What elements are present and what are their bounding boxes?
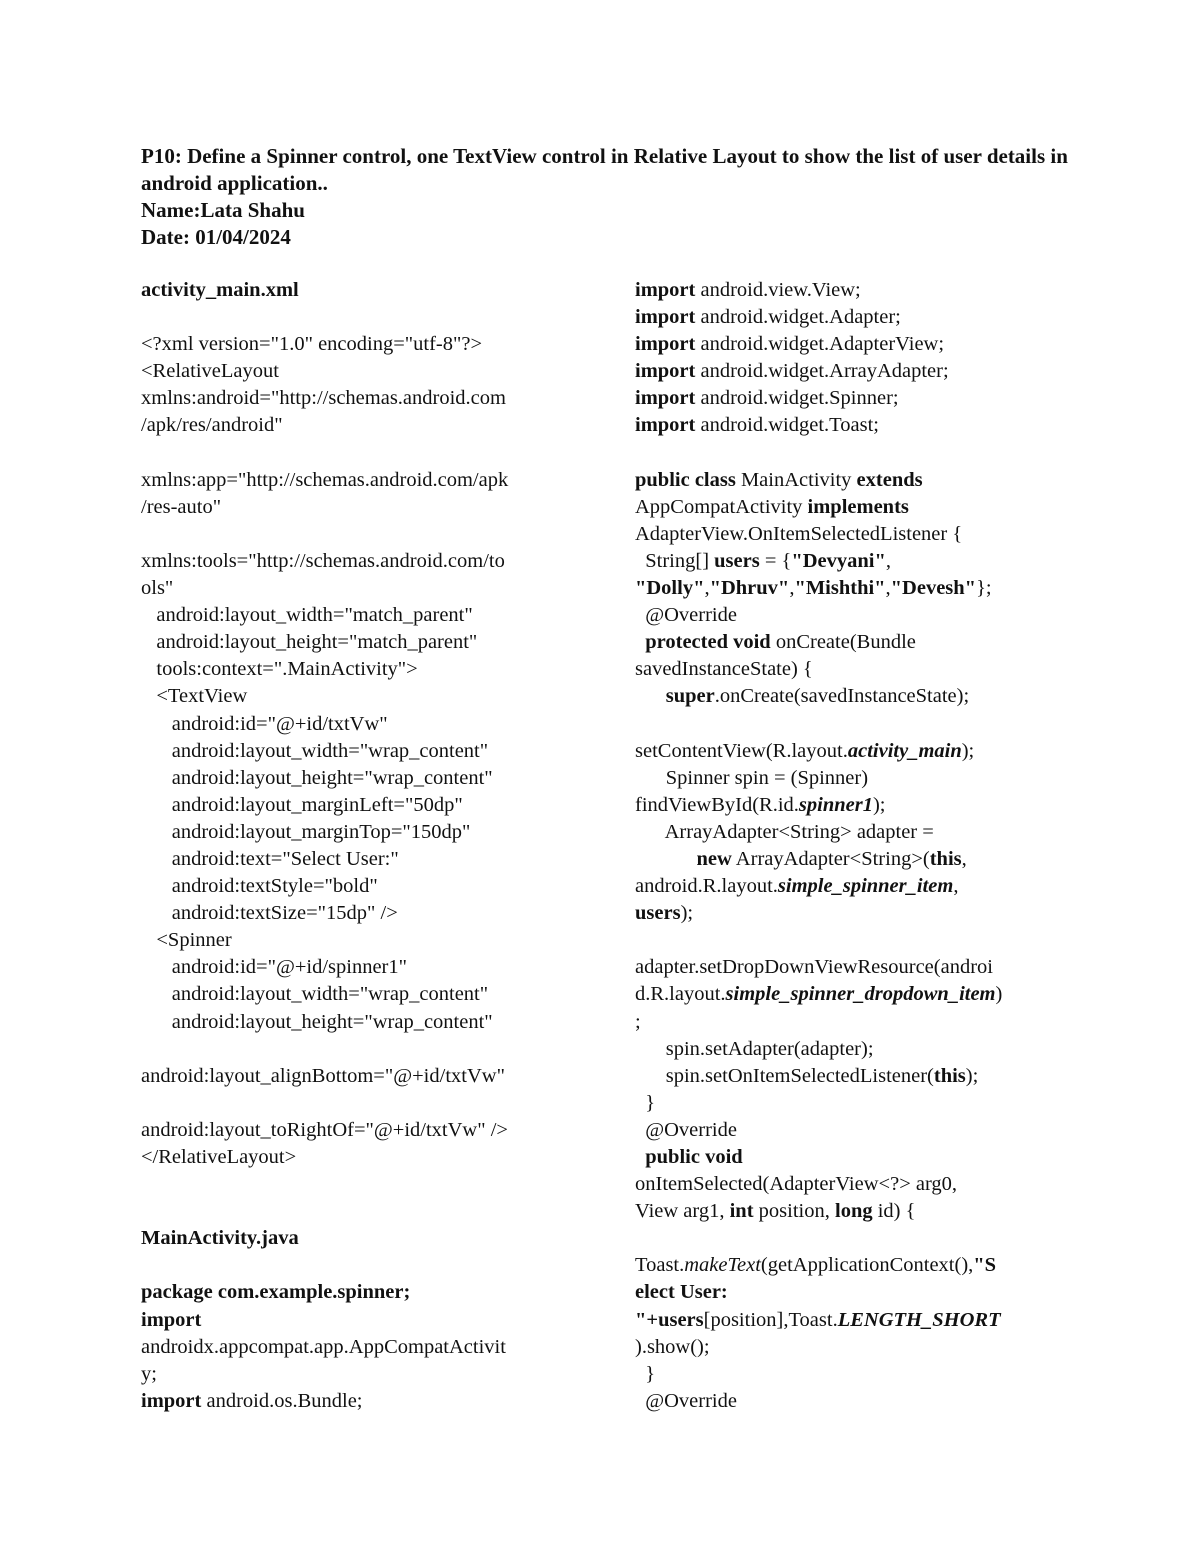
code-token: MainActivity — [735, 468, 857, 491]
code-line — [141, 738, 571, 765]
code-line — [141, 602, 571, 629]
code-token: activity_main — [847, 739, 962, 762]
code-token: </RelativeLayout> — [141, 1146, 297, 1168]
code-token: protected void — [645, 631, 771, 654]
code-line — [141, 792, 571, 819]
code-token: super — [665, 685, 715, 708]
code-token: ); — [680, 902, 694, 925]
code-line — [141, 1198, 571, 1225]
code-token: long — [835, 1200, 873, 1223]
code-line — [635, 1361, 1065, 1388]
code-line — [141, 1144, 571, 1171]
code-token: /apk/res/android" — [141, 414, 283, 437]
code-token: android.widget.Spinner; — [695, 387, 899, 410]
code-token: this — [933, 1064, 966, 1087]
code-line — [635, 1334, 1065, 1361]
code-line — [635, 1171, 1065, 1198]
code-token: "S — [973, 1254, 997, 1277]
code-line — [635, 738, 1065, 765]
code-line — [141, 873, 571, 900]
code-token: String[] — [635, 549, 715, 572]
code-line — [635, 521, 1065, 548]
code-token: adapter.setDropDownViewResource(androi — [635, 956, 993, 979]
code-token: extends — [856, 468, 923, 491]
code-token: activity_main.xml — [141, 279, 299, 301]
code-line — [141, 1063, 571, 1090]
code-line — [141, 440, 571, 467]
code-line — [635, 683, 1065, 710]
code-token: findViewById(R.id. — [635, 793, 799, 816]
code-line — [141, 711, 571, 738]
code-token: package com.example.spinner; — [141, 1281, 411, 1304]
code-token: d.R.layout. — [635, 983, 726, 1006]
code-token: id) { — [872, 1200, 916, 1223]
code-token: , — [789, 577, 795, 600]
code-token: position, — [753, 1200, 835, 1223]
code-token: elect User: — [635, 1281, 728, 1304]
code-token: "Devyani" — [791, 549, 886, 572]
code-token: xmlns:android="http://schemas.android.com — [141, 387, 506, 410]
code-line — [141, 304, 571, 331]
code-token: android:text="Select User:" — [141, 847, 399, 870]
code-token: }; — [976, 577, 992, 600]
code-line — [141, 1252, 571, 1279]
code-token: "Mishthi" — [794, 577, 886, 600]
code-line — [141, 385, 571, 412]
code-token: android:layout_height="match_parent" — [141, 631, 478, 654]
code-token: } — [635, 1362, 656, 1385]
code-line — [635, 1198, 1065, 1225]
code-token: import — [635, 333, 696, 356]
code-line — [635, 954, 1065, 981]
code-token: int — [729, 1200, 754, 1223]
code-token: ).show(); — [635, 1335, 710, 1358]
code-token: AdapterView.OnItemSelectedListener { — [635, 522, 963, 545]
code-token: ArrayAdapter<String>( — [731, 847, 930, 870]
code-token: ols" — [141, 577, 174, 600]
code-token: .onCreate(savedInstanceState); — [714, 685, 970, 708]
code-token: } — [635, 1091, 656, 1114]
code-token: spinner1 — [798, 793, 873, 816]
code-token: android.widget.ArrayAdapter; — [695, 360, 949, 383]
code-token: = { — [759, 549, 792, 572]
document-date: Date: 01/04/2024 — [141, 225, 291, 249]
code-token: android:id="@+id/txtVw" — [141, 712, 388, 735]
code-line — [141, 1117, 571, 1144]
code-line — [635, 440, 1065, 467]
code-line — [141, 846, 571, 873]
code-line — [635, 1117, 1065, 1144]
code-token: this — [929, 847, 962, 870]
code-line — [141, 927, 571, 954]
code-line — [141, 521, 571, 548]
code-token: , — [885, 577, 891, 600]
code-token: Toast. — [635, 1254, 685, 1277]
code-token: onItemSelected(AdapterView<?> arg0, — [635, 1173, 958, 1196]
code-token: android.widget.AdapterView; — [695, 333, 945, 356]
code-line — [635, 927, 1065, 954]
java-code-right-column — [635, 277, 1065, 1415]
code-token: android.widget.Adapter; — [695, 306, 901, 329]
code-token: android:layout_marginTop="150dp" — [141, 820, 471, 843]
code-token: android:layout_width="match_parent" — [141, 604, 473, 627]
code-line — [141, 954, 571, 981]
code-token: import — [635, 360, 696, 383]
code-line — [141, 765, 571, 792]
code-line — [635, 1009, 1065, 1036]
code-line — [141, 1388, 571, 1415]
code-token: android:layout_height="wrap_content" — [141, 1010, 493, 1033]
code-token: android:id="@+id/spinner1" — [141, 956, 407, 979]
code-line — [141, 981, 571, 1008]
code-token: AppCompatActivity — [635, 495, 808, 518]
code-line — [141, 629, 571, 656]
code-line — [635, 900, 1065, 927]
code-token: [position],Toast. — [703, 1308, 838, 1331]
code-line — [635, 873, 1065, 900]
code-token: public void — [645, 1146, 743, 1168]
code-token: makeText — [684, 1254, 761, 1277]
code-line — [141, 331, 571, 358]
code-line — [141, 656, 571, 683]
code-token: /res-auto" — [141, 495, 222, 518]
code-token: android:layout_marginLeft="50dp" — [141, 793, 463, 816]
code-token: <RelativeLayout — [141, 360, 279, 383]
code-line — [635, 819, 1065, 846]
code-line — [635, 981, 1065, 1008]
code-line — [635, 1036, 1065, 1063]
code-line — [635, 1063, 1065, 1090]
code-token: Spinner spin = (Spinner) — [635, 766, 869, 789]
code-token: import — [635, 279, 696, 301]
code-token: MainActivity.java — [141, 1227, 299, 1250]
xml-and-java-code-left-column — [141, 277, 571, 1415]
code-token: android:textStyle="bold" — [141, 875, 378, 898]
code-line — [141, 1090, 571, 1117]
code-line — [635, 1388, 1065, 1415]
code-line — [635, 575, 1065, 602]
code-token: @Override — [635, 1389, 737, 1412]
code-line — [635, 331, 1065, 358]
code-line — [141, 494, 571, 521]
code-line — [141, 548, 571, 575]
code-token: ); — [961, 739, 975, 762]
code-line — [635, 1307, 1065, 1334]
code-token: LENGTH_SHORT — [837, 1308, 1001, 1331]
code-token: tools:context=".MainActivity"> — [141, 658, 418, 681]
code-line — [141, 1279, 571, 1306]
code-line — [141, 900, 571, 927]
code-token: View arg1, — [635, 1200, 730, 1223]
code-token: xmlns:app="http://schemas.android.com/apk — [141, 468, 509, 491]
code-token: import — [141, 1308, 202, 1331]
code-line — [141, 358, 571, 385]
code-token — [635, 1146, 645, 1168]
code-token: ); — [965, 1064, 979, 1087]
code-line — [635, 629, 1065, 656]
document-header — [141, 143, 1071, 251]
code-token: android:layout_alignBottom="@+id/txtVw" — [141, 1064, 505, 1087]
code-token: , — [961, 847, 967, 870]
code-token: androidx.appcompat.app.AppCompatActivit — [141, 1335, 506, 1358]
code-token: @Override — [635, 1118, 737, 1141]
code-line — [635, 1252, 1065, 1279]
code-line — [141, 683, 571, 710]
code-token: spin.setOnItemSelectedListener( — [635, 1064, 934, 1087]
code-line — [141, 1009, 571, 1036]
code-token: , — [953, 875, 959, 898]
code-line — [141, 467, 571, 494]
code-line — [635, 1225, 1065, 1252]
code-token: "Devesh" — [890, 577, 977, 600]
code-line — [635, 765, 1065, 792]
code-line — [635, 277, 1065, 304]
code-token — [635, 685, 666, 707]
code-line — [141, 575, 571, 602]
code-token: "Dhruv" — [709, 577, 790, 600]
code-token: <?xml version="1.0" encoding="utf-8"?> — [141, 333, 483, 356]
code-token: simple_spinner_dropdown_item — [725, 983, 996, 1006]
code-line — [635, 548, 1065, 575]
code-line — [635, 656, 1065, 683]
code-token: "+ — [635, 1308, 659, 1331]
code-token: android.os.Bundle; — [201, 1389, 363, 1412]
code-token: (getApplicationContext(), — [760, 1254, 974, 1277]
code-line — [635, 711, 1065, 738]
code-token: onCreate(Bundle — [770, 631, 916, 654]
code-token: simple_spinner_item — [777, 875, 954, 898]
code-token: users — [658, 1308, 704, 1331]
code-token: ; — [635, 1010, 641, 1033]
code-token: android.widget.Toast; — [695, 414, 879, 437]
code-line — [141, 1225, 571, 1252]
code-token: <TextView — [141, 685, 248, 708]
code-token: , — [885, 549, 892, 572]
code-token: public class — [635, 468, 736, 491]
code-token — [635, 631, 645, 653]
code-token: android.view.View; — [695, 279, 861, 301]
page-title: P10: Define a Spinner control, one TextView control in Relative Layout to show the list of user details in android application.. — [141, 144, 1068, 195]
code-token: android:layout_toRightOf="@+id/txtVw" /> — [141, 1118, 508, 1141]
code-token: spin.setAdapter(adapter); — [635, 1037, 874, 1060]
code-line — [141, 1334, 571, 1361]
code-token: setContentView(R.layout. — [635, 739, 848, 762]
code-line — [141, 1307, 571, 1334]
author-name: Name:Lata Shahu — [141, 198, 305, 222]
code-line — [141, 277, 571, 304]
code-token: android:layout_height="wrap_content" — [141, 766, 493, 789]
code-line — [141, 1036, 571, 1063]
code-line — [635, 304, 1065, 331]
code-token: ArrayAdapter<String> adapter = — [635, 820, 934, 843]
code-token: ); — [872, 793, 886, 816]
code-token: ) — [995, 983, 1003, 1006]
code-token: "Dolly" — [635, 577, 705, 600]
code-line — [635, 494, 1065, 521]
code-line — [635, 412, 1065, 439]
code-token: implements — [807, 495, 909, 518]
code-line — [635, 1279, 1065, 1306]
code-token: android.R.layout. — [635, 875, 778, 898]
code-token: android:layout_width="wrap_content" — [141, 739, 489, 762]
code-line — [141, 819, 571, 846]
code-token: android:layout_width="wrap_content" — [141, 983, 489, 1006]
code-token: android:textSize="15dp" /> — [141, 902, 398, 925]
code-token: xmlns:tools="http://schemas.android.com/to — [141, 549, 505, 572]
code-token: users — [635, 902, 681, 925]
code-line — [635, 602, 1065, 629]
code-token: import — [635, 387, 696, 410]
code-token: <Spinner — [141, 929, 232, 952]
code-token: import — [141, 1389, 202, 1412]
code-line — [635, 467, 1065, 494]
code-token: import — [635, 306, 696, 329]
code-line — [635, 1090, 1065, 1117]
code-token: y; — [141, 1362, 157, 1385]
code-line — [635, 792, 1065, 819]
code-line — [141, 1171, 571, 1198]
code-token — [635, 848, 697, 870]
code-line — [141, 1361, 571, 1388]
code-token: new — [696, 847, 732, 870]
code-token: import — [635, 414, 696, 437]
code-line — [141, 412, 571, 439]
code-token: , — [704, 577, 710, 600]
code-line — [635, 1144, 1065, 1171]
code-token: savedInstanceState) { — [635, 658, 813, 681]
code-token: users — [714, 549, 760, 572]
code-line — [635, 385, 1065, 412]
code-line — [635, 846, 1065, 873]
code-line — [635, 358, 1065, 385]
code-token: @Override — [635, 604, 737, 627]
